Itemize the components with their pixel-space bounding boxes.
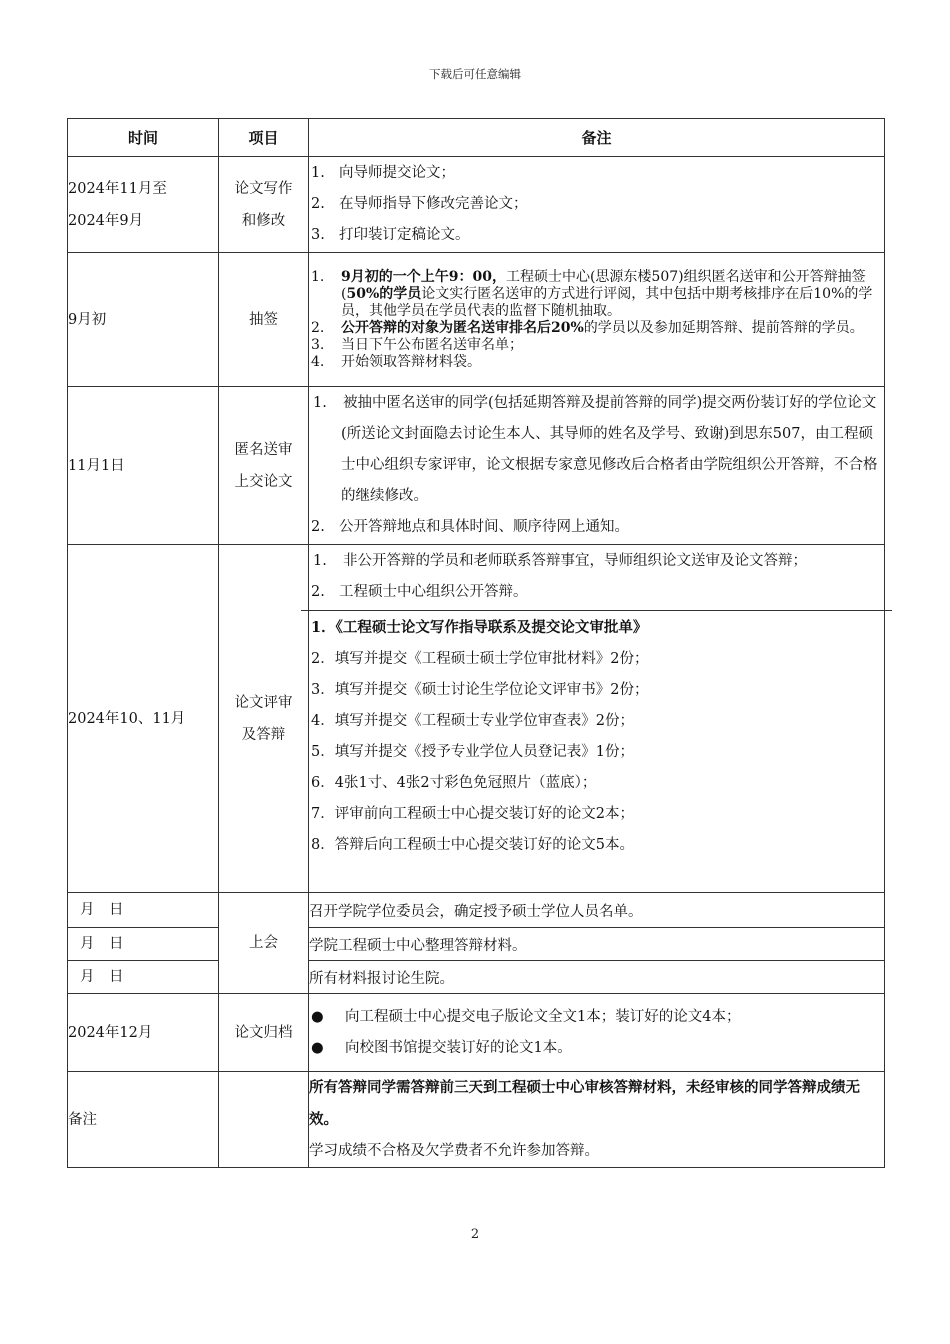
list-item: 2. 在导师指导下修改完善论文； bbox=[311, 196, 528, 212]
item-cell: 上会 bbox=[219, 893, 309, 994]
list-item: 6．4张1寸、4张2寸彩色免冠照片（蓝底）； bbox=[311, 775, 597, 791]
notes-cell bbox=[309, 1072, 885, 1168]
bullet-icon: ● bbox=[311, 1008, 324, 1025]
item-line: 论文评审 bbox=[234, 694, 293, 711]
list-item: 3. 打印装订定稿论文。 bbox=[311, 227, 470, 243]
column-header-item: 项目 bbox=[219, 119, 309, 157]
notes-cell bbox=[309, 157, 885, 253]
time-cell: 月 日 bbox=[68, 928, 219, 961]
list-item: 1. 9月初的一个上午9：00，工程硕士中心(思源东楼507)组织匿名送审和公开答辩抽签(50%的学员论文实行匿名送审的方式进行评阅，其中包括中期考核排序在后10%的学员，其他学员在学员代表的监督下随机抽取。 bbox=[311, 268, 873, 319]
notes-cell bbox=[309, 545, 885, 893]
column-header-time: 时间 bbox=[68, 119, 219, 157]
item-cell bbox=[219, 545, 309, 893]
list-item: 4. 开始领取答辩材料袋。 bbox=[311, 353, 481, 370]
item-line: 和修改 bbox=[241, 212, 286, 229]
notes-cell: 学院工程硕士中心整理答辩材料。 bbox=[309, 928, 885, 961]
time-line: 2024年11月至 bbox=[68, 180, 167, 197]
table-row bbox=[68, 994, 885, 1072]
schedule-table bbox=[67, 118, 885, 1168]
list-item: 1. 被抽中匿名送审的同学(包括延期答辩及提前答辩的同学)提交两份装订好的学位论文(所送论文封面隐去讨论生本人、其导师的姓名及学号、致谢)到思东507，由工程硕士中心组织专家评审，论文根据专家意见修改后合格者由学院组织公开答辩，不合格的继续修改。 bbox=[313, 395, 878, 504]
table-row bbox=[68, 1072, 885, 1168]
time-cell: 9月初 bbox=[68, 253, 219, 387]
list-item: 2. 工程硕士中心组织公开答辩。 bbox=[311, 584, 528, 600]
list-item: 2. 公开答辩的对象为匿名送审排名后20%的学员以及参加延期答辩、提前答辩的学员。 bbox=[311, 319, 864, 336]
table-row bbox=[68, 961, 885, 994]
time-cell: 2024年10、11月 bbox=[68, 545, 219, 893]
table-row bbox=[68, 253, 885, 387]
time-cell: 2024年12月 bbox=[68, 994, 219, 1072]
time-cell: 月 日 bbox=[68, 961, 219, 994]
list-item: 4．填写并提交《工程硕士专业学位审查表》2份； bbox=[311, 713, 634, 729]
remark-bold: 所有答辩同学需答辩前三天到工程硕士中心审核答辩材料，未经审核的同学答辩成绩无效。 bbox=[309, 1079, 860, 1128]
list-item: 5．填写并提交《授予专业学位人员登记表》1份； bbox=[311, 744, 634, 760]
item-line: 匿名送审 bbox=[234, 441, 293, 458]
notes-cell bbox=[309, 994, 885, 1072]
item-cell: 论文归档 bbox=[219, 994, 309, 1072]
item-line: 及答辩 bbox=[241, 726, 286, 743]
remark: 学习成绩不合格及欠学费者不允许参加答辩。 bbox=[309, 1143, 599, 1159]
list-item: 3. 当日下午公布匿名送审名单； bbox=[311, 336, 523, 353]
page-number: 2 bbox=[470, 1227, 480, 1242]
list-item: ● 向工程硕士中心提交电子版论文全文1本；装订好的论文4本； bbox=[309, 1002, 884, 1033]
table-row bbox=[68, 928, 885, 961]
item-cell bbox=[219, 387, 309, 545]
list-item: 3．填写并提交《硕士讨论生学位论文评审书》2份； bbox=[311, 682, 649, 698]
notes-cell: 所有材料报讨论生院。 bbox=[309, 961, 885, 994]
list-item: ● 向校图书馆提交装订好的论文1本。 bbox=[309, 1033, 884, 1064]
time-cell: 11月1日 bbox=[68, 387, 219, 545]
time-cell bbox=[68, 157, 219, 253]
notes-cell bbox=[309, 387, 885, 545]
list-item: 7．评审前向工程硕士中心提交装订好的论文2本； bbox=[311, 806, 634, 822]
list-item: 2．填写并提交《工程硕士硕士学位审批材料》2份； bbox=[311, 651, 649, 667]
item-cell bbox=[219, 157, 309, 253]
time-line: 2024年9月 bbox=[68, 212, 144, 229]
list-item: 1. 向导师提交论文； bbox=[311, 165, 455, 181]
table-row bbox=[68, 893, 885, 928]
notes-cell bbox=[309, 253, 885, 387]
table-row bbox=[68, 157, 885, 253]
table-header-row bbox=[68, 119, 885, 157]
time-cell: 备注 bbox=[68, 1072, 219, 1168]
item-line: 上交论文 bbox=[234, 473, 293, 490]
notes-cell: 召开学院学位委员会，确定授予硕士学位人员名单。 bbox=[309, 893, 885, 928]
item-line: 论文写作 bbox=[234, 180, 293, 197]
list-item: 2. 公开答辩地点和具体时间、顺序待网上通知。 bbox=[311, 519, 629, 535]
item-cell bbox=[219, 1072, 309, 1168]
table-row bbox=[68, 387, 885, 545]
bullet-icon: ● bbox=[311, 1039, 324, 1056]
time-cell: 月 日 bbox=[68, 893, 219, 928]
column-header-notes: 备注 bbox=[309, 119, 885, 157]
header-note: 下载后可任意编辑 bbox=[429, 67, 521, 81]
list-item: 1. 非公开答辩的学员和老师联系答辩事宜，导师组织论文送审及论文答辩； bbox=[313, 553, 807, 569]
list-item: 1．《工程硕士论文写作指导联系及提交论文审批单》 bbox=[311, 619, 648, 636]
table-row bbox=[68, 545, 885, 893]
item-cell: 抽签 bbox=[219, 253, 309, 387]
list-item: 8．答辩后向工程硕士中心提交装订好的论文5本。 bbox=[311, 837, 634, 853]
